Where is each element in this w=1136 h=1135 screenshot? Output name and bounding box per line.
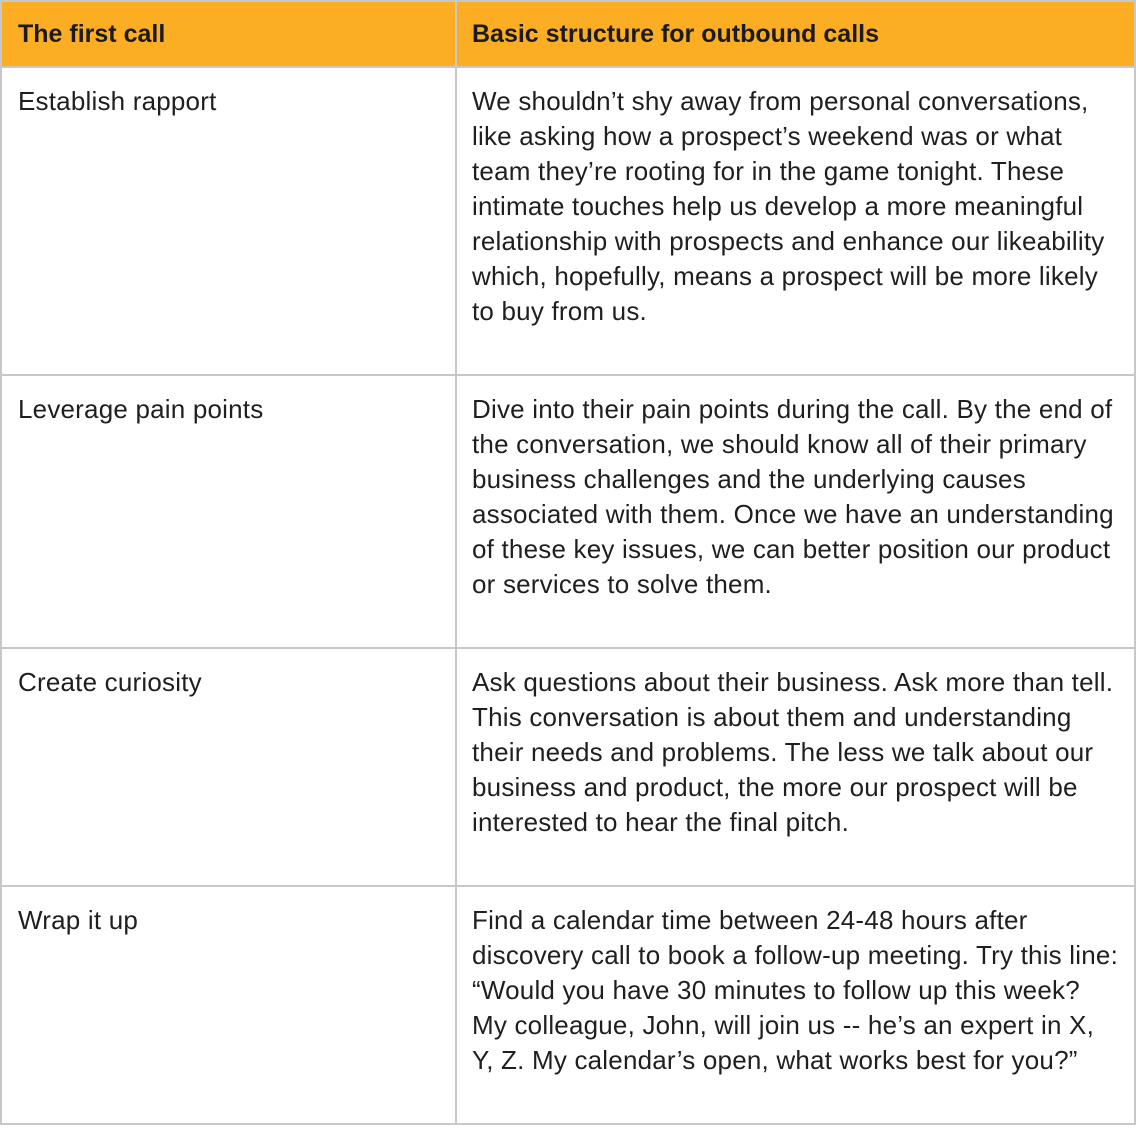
row-description: Ask questions about their business. Ask more than tell. This conversation is about them and understanding their needs and problems. The less we talk about our business and product, the more our prospect will be interested to hear the final pitch.	[472, 667, 1114, 837]
row-description: We shouldn’t shy away from personal conversations, like asking how a prospect’s weekend was or what team they’re rooting for in the game tonight. These intimate touches help us develop a more meaningful relationship with prospects and enhance our likeability which, hopefully, means a prospect will be more likely to buy from us.	[472, 86, 1105, 326]
header-label-basic-structure: Basic structure for outbound calls	[472, 19, 880, 48]
header-cell-basic-structure	[456, 1, 1135, 67]
row-label: Leverage pain points	[18, 394, 264, 424]
row-description-cell	[456, 886, 1135, 1124]
row-label: Establish rapport	[18, 86, 217, 116]
row-description-cell	[456, 648, 1135, 886]
row-label: Create curiosity	[18, 667, 202, 697]
row-label-cell	[1, 886, 456, 1124]
table-row	[1, 648, 1135, 886]
row-description: Dive into their pain points during the call. By the end of the conversation, we should know all of their primary business challenges and the underlying causes associated with them. Once we have an understanding of these key issues, we can better position our product or services to solve them.	[472, 394, 1114, 599]
header-cell-first-call	[1, 1, 456, 67]
row-label-cell	[1, 648, 456, 886]
table-row	[1, 67, 1135, 375]
table-row	[1, 886, 1135, 1124]
row-label-cell	[1, 375, 456, 648]
row-description-cell	[456, 375, 1135, 648]
row-description-cell	[456, 67, 1135, 375]
row-description: Find a calendar time between 24-48 hours after discovery call to book a follow-up meeting. Try this line: “Would you have 30 minutes to follow up this week? My colleague, John, will join us -- he’s an expert in X, Y, Z. My calendar’s open, what works best for you?”	[472, 905, 1118, 1075]
row-label: Wrap it up	[18, 905, 139, 935]
row-label-cell	[1, 67, 456, 375]
table-header-row	[1, 1, 1135, 67]
header-label-first-call: The first call	[18, 19, 166, 48]
table-row	[1, 375, 1135, 648]
